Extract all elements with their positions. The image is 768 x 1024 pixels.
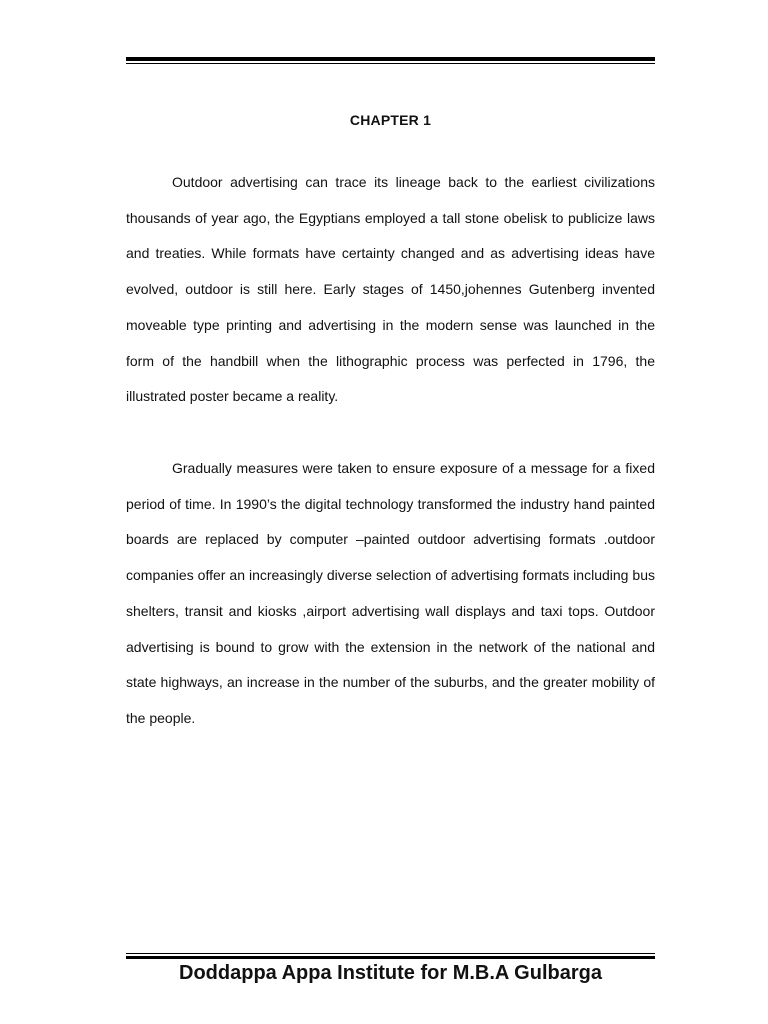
paragraph-1: Outdoor advertising can trace its lineage back to the earliest civilizations thousands of year ago, the Egyptians employed a tall stone obelisk to publicize laws and treaties. While formats have certainty changed and as advertising ideas have evolved, outdoor is still here. Early stages of 1450,johennes Gutenberg invented moveable type printing and advertising in the modern sense was launched in the form of the handbill when the lithographic process was perfected in 1796, the illustrated poster became a reality.	[126, 174, 655, 405]
header-rule-thin	[126, 63, 655, 64]
chapter-title: CHAPTER 1	[349, 112, 432, 128]
header-rule-thick	[126, 57, 655, 61]
footer-rule-thick	[126, 956, 655, 959]
footer-rule-thin	[126, 953, 655, 954]
footer-institute-name: Doddappa Appa Institute for M.B.A Gulbarga	[179, 962, 602, 984]
paragraph-2: Gradually measures were taken to ensure exposure of a message for a fixed period of time. In 1990’s the digital technology transformed the industry hand painted boards are replaced by computer –painted outdoor advertising formats .outdoor companies offer an increasingly diverse selection of advertising formats including bus shelters, transit and kiosks ,airport advertising wall displays and taxi tops. Outdoor advertising is bound to grow with the extension in the network of the national and state highways, an increase in the number of the suburbs, and the greater mobility of the people.	[126, 460, 655, 726]
